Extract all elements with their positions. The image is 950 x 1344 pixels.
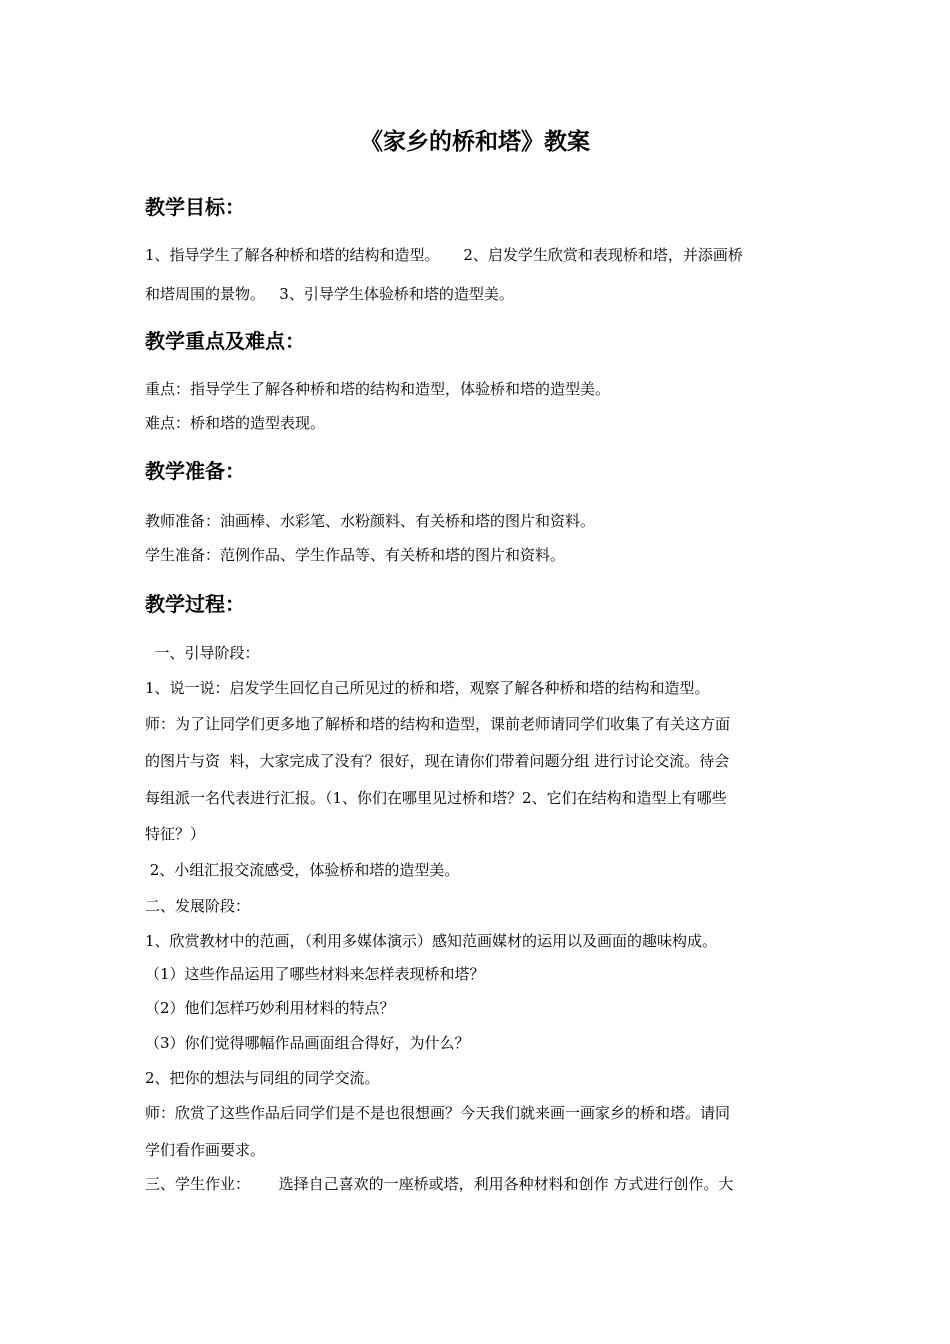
process-line-7: 2、小组汇报交流感受，体验桥和塔的造型美。	[145, 861, 460, 879]
preparation-line-1: 教师准备：油画棒、水彩笔、水粉颜料、有关桥和塔的图片和资料。	[145, 512, 596, 530]
process-line-8: 二、发展阶段：	[145, 897, 251, 915]
process-line-4: 的图片与资 料，大家完成了没有？很好，现在请你们带着问题分组 进行讨论交流。待会	[145, 752, 730, 770]
process-line-13: 2、把你的想法与同组的同学交流。	[145, 1069, 380, 1087]
process-line-12: （3）你们觉得哪幅作品画面组合得好，为什么？	[145, 1034, 470, 1052]
process-line-15: 学们看作画要求。	[145, 1141, 266, 1159]
process-line-1: 一、引导阶段：	[145, 644, 260, 662]
process-line-9: 1、欣赏教材中的范画，（利用多媒体演示）感知范画媒材的运用以及画面的趣味构成。	[145, 932, 718, 950]
process-line-11: （2）他们怎样巧妙利用材料的特点？	[145, 999, 395, 1017]
key-points-line-2: 难点：桥和塔的造型表现。	[145, 414, 326, 432]
section-heading-preparation: 教学准备：	[145, 459, 245, 483]
process-line-5: 每组派一名代表进行汇报。（1、你们在哪里见过桥和塔？2、它们在结构和造型上有哪些	[145, 789, 727, 807]
process-line-3: 师：为了让同学们更多地了解桥和塔的结构和造型，课前老师请同学们收集了有关这方面	[145, 715, 731, 733]
key-points-line-1: 重点：指导学生了解各种桥和塔的结构和造型，体验桥和塔的造型美。	[145, 380, 611, 398]
process-line-2: 1、说一说：启发学生回忆自己所见过的桥和塔，观察了解各种桥和塔的结构和造型。	[145, 679, 710, 697]
process-line-6: 特征？）	[145, 825, 206, 843]
section-heading-key-points: 教学重点及难点：	[145, 329, 305, 353]
page-title: 《家乡的桥和塔》教案	[360, 129, 590, 155]
preparation-line-2: 学生准备：范例作品、学生作品等、有关桥和塔的图片和资料。	[145, 546, 566, 564]
process-line-10: （1）这些作品运用了哪些材料来怎样表现桥和塔？	[145, 965, 485, 983]
section-heading-goals: 教学目标：	[145, 195, 245, 219]
process-line-14: 师：欣赏了这些作品后同学们是不是也很想画？今天我们就来画一画家乡的桥和塔。请同	[145, 1104, 731, 1122]
section-heading-process: 教学过程：	[145, 592, 245, 616]
process-line-16: 三、学生作业： 选择自己喜欢的一座桥或塔，利用各种材料和创作 方式进行创作。大	[145, 1175, 734, 1193]
goals-line-1: 1、指导学生了解各种桥和塔的结构和造型。 2、启发学生欣赏和表现桥和塔，并添画桥	[145, 246, 743, 264]
goals-line-2: 和塔周围的景物。 3、引导学生体验桥和塔的造型美。	[145, 285, 514, 303]
